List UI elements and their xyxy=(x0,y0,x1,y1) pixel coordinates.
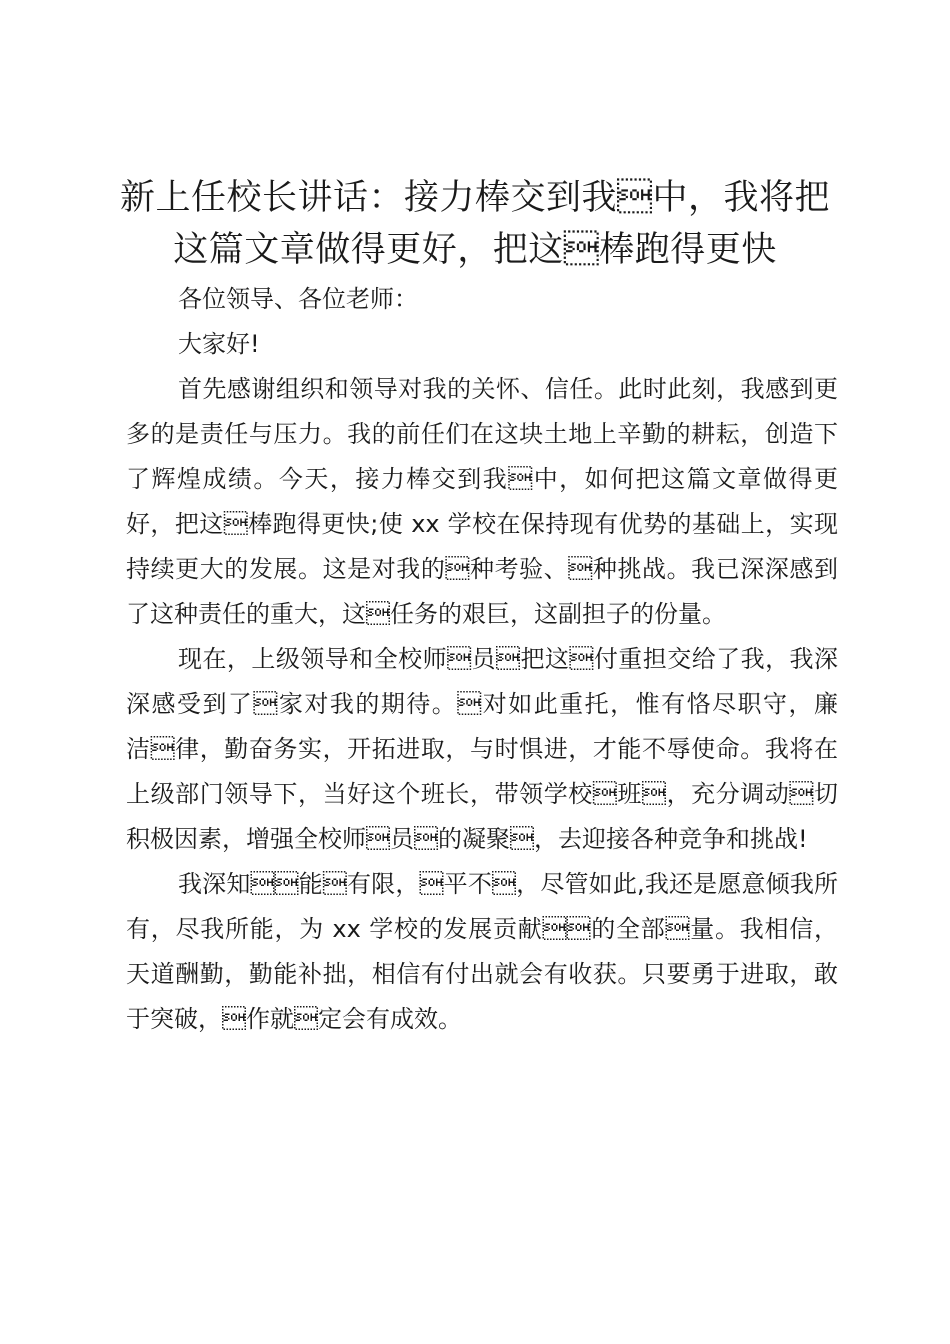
title-line-2: 这篇文章做得更好，把这棒跑得更快 xyxy=(173,230,777,270)
document-title xyxy=(110,172,840,276)
paragraph-1: 首先感谢组织和领导对我的关怀、信任。此时此刻，我感到更多的是责任与压力。我的前任们在这块土地上辛勤的耕耘，创造下了辉煌成绩。今天，接力棒交到我中，如何把这篇文章做得更好，把这棒跑得更快;使 xx 学校在保持现有优势的基础上，实现持续更大的发展。这是对我的种考验、种挑战。我已深深感到了这种责任的重大，这任务的艰巨，这副担子的份量。 xyxy=(126,375,838,628)
title-line-1: 新上任校长讲话：接力棒交到我中，我将把 xyxy=(119,178,830,218)
paragraph-3: 我深知能有限，平不，尽管如此,我还是愿意倾我所有，尽我所能，为 xx 学校的发展贡献的全部量。我相信，天道酬勤，勤能补拙，相信有付出就会有收获。只要勇于进取，敢于突破，作就定会有成效。 xyxy=(126,870,838,1033)
greeting: 大家好! xyxy=(178,330,260,358)
paragraph-2: 现在，上级领导和全校师员把这付重担交给了我，我深深感受到了家对我的期待。对如此重托，惟有恪尽职守，廉洁律，勤奋务实，开拓进取，与时惧进，才能不辱使命。我将在上级部门领导下，当好这个班长，带领学校班，充分调动切积极因素，增强全校师员的凝聚，去迎接各种竞争和挑战! xyxy=(126,645,838,853)
salutation: 各位领导、各位老师： xyxy=(178,285,418,313)
document-body xyxy=(126,277,838,1042)
